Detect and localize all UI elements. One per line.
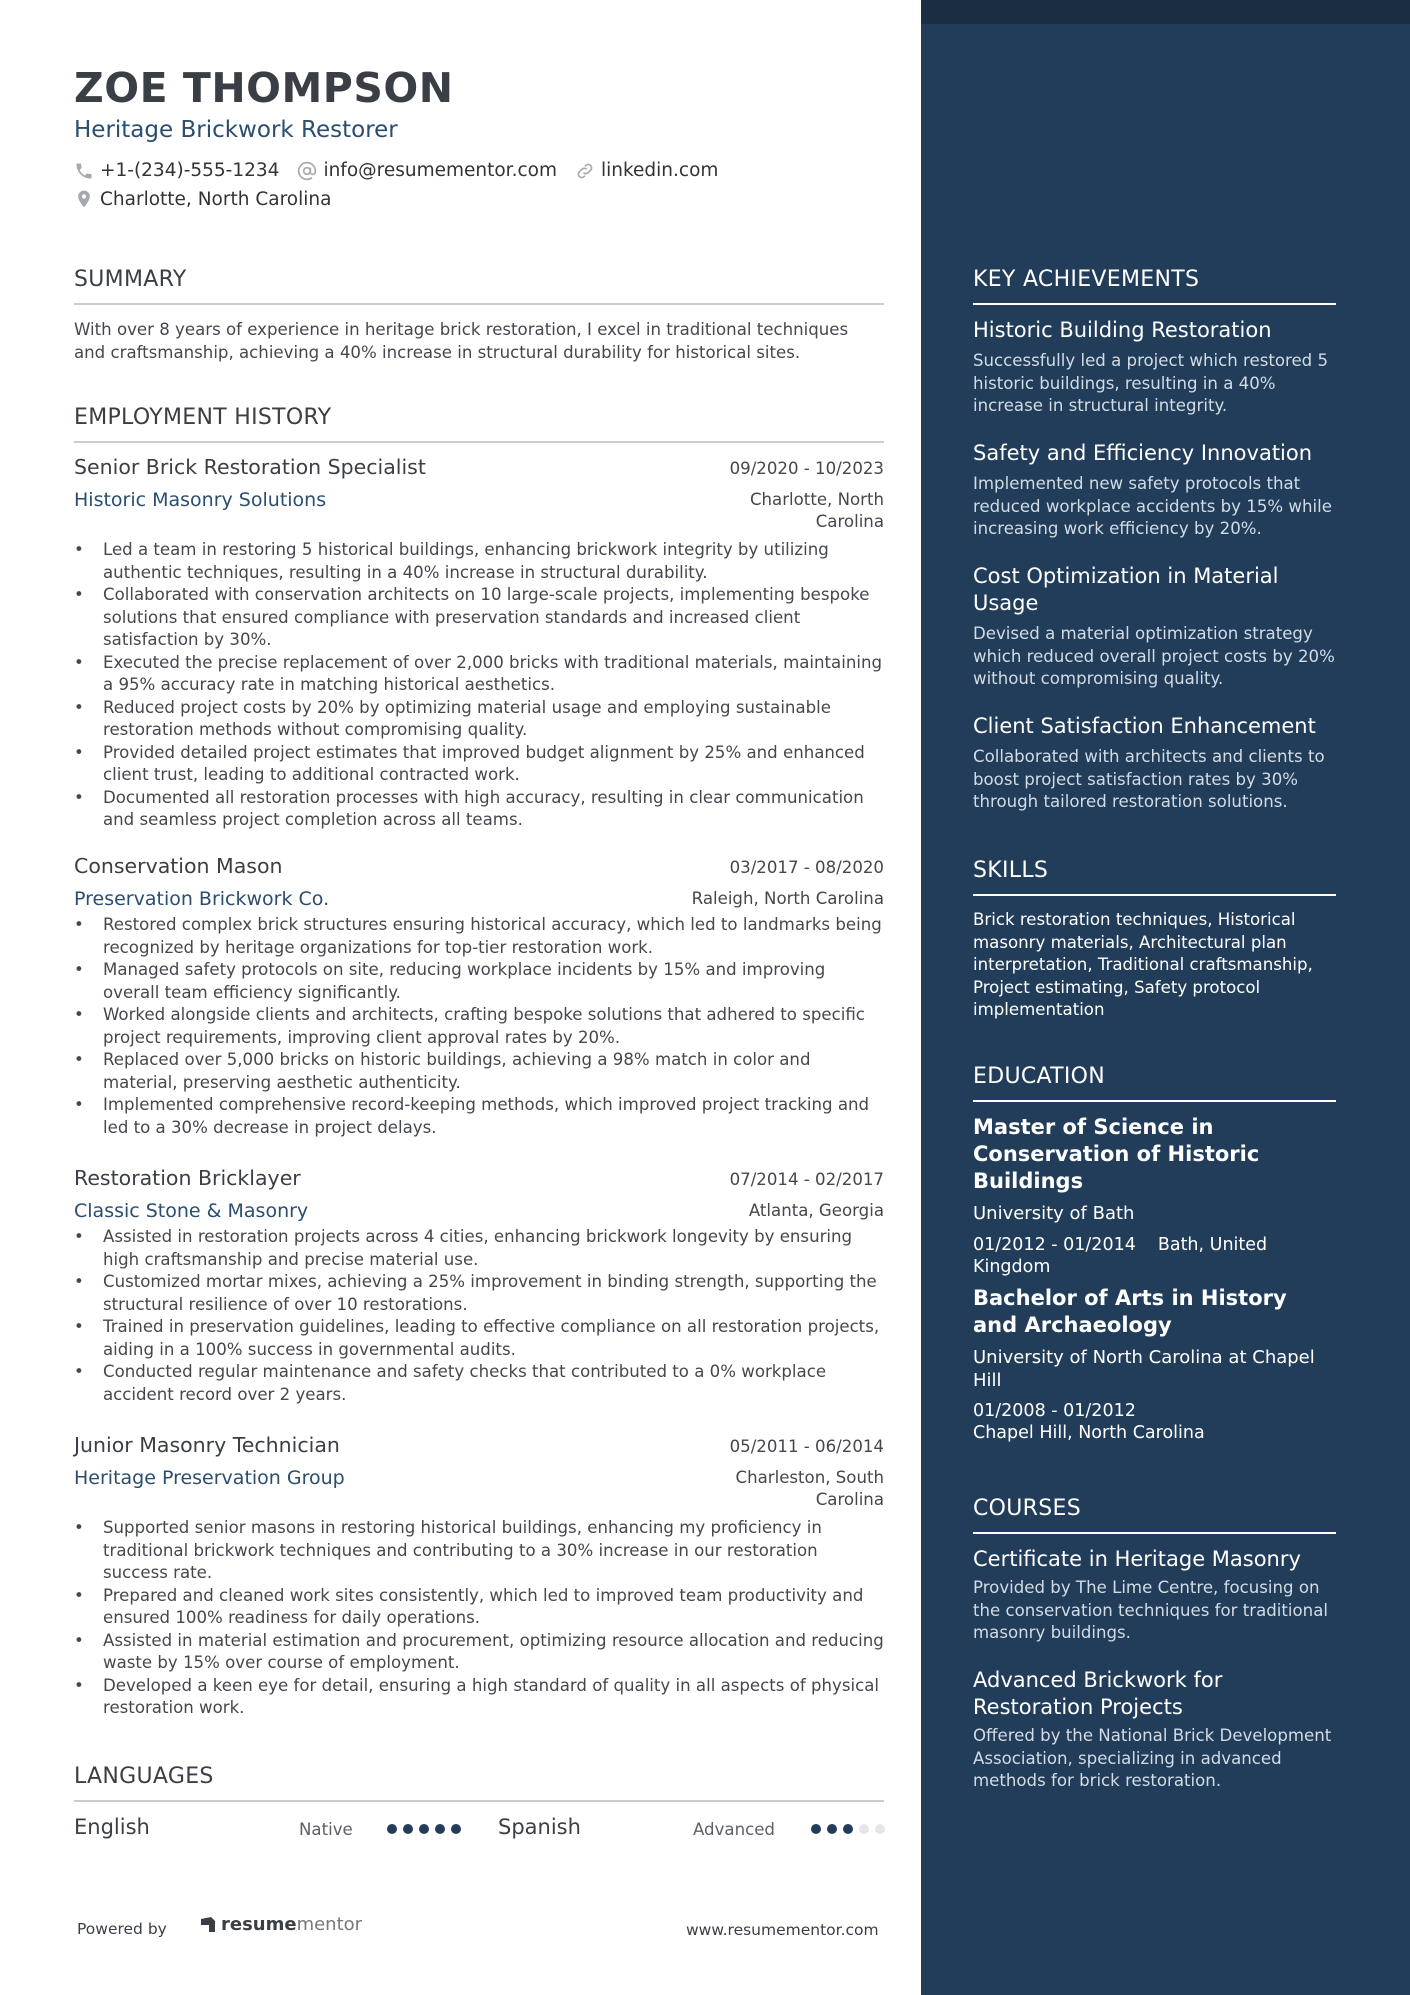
- phone-text: +1-(234)-555-1234: [100, 160, 280, 181]
- job-dates: 09/2020 - 10/2023: [729, 459, 884, 478]
- education-school: University of Bath: [973, 1203, 1135, 1224]
- course-title: Advanced Brickwork for Restoration Projects: [973, 1668, 1223, 1719]
- rating-dot-empty: [859, 1824, 869, 1834]
- job-location: Charleston, South Carolina: [735, 1468, 884, 1509]
- logo-text-light: mentor: [296, 1914, 363, 1935]
- phone-icon: [74, 161, 94, 181]
- job-company: Preservation Brickwork Co.: [74, 888, 330, 910]
- education-item: [973, 1285, 1336, 1444]
- course-item: [973, 1667, 1336, 1793]
- education-degree: Bachelor of Arts in History and Archaeology: [973, 1286, 1287, 1337]
- job-dates: 05/2011 - 06/2014: [729, 1437, 884, 1456]
- education-dates: 01/2008 - 01/2012: [973, 1401, 1136, 1421]
- job-entry: [74, 455, 884, 832]
- rating-dot-empty: [875, 1824, 885, 1834]
- job-bullet: • Managed safety protocols on site, reducing workplace incidents by 15% and improving overall team efficiency significantly.: [74, 959, 884, 1004]
- job-role: Conservation Mason: [74, 854, 283, 878]
- achievements-heading: KEY ACHIEVEMENTS: [973, 267, 1336, 305]
- course-desc: Provided by The Lime Centre, focusing on the conservation techniques for traditional masonry buildings.: [973, 1578, 1328, 1642]
- language-level: Advanced: [693, 1820, 775, 1839]
- job-bullet: • Assisted in material estimation and procurement, optimizing resource allocation and reducing waste by 15% over course of employment.: [74, 1630, 884, 1675]
- education-heading: EDUCATION: [973, 1064, 1336, 1102]
- course-title: Certificate in Heritage Masonry: [973, 1547, 1301, 1571]
- location-pin-icon: [74, 188, 94, 210]
- skills-text: Brick restoration techniques, Historical masonry materials, Architectural plan interpretation, Traditional craftsmanship, Project estimating, Safety protocol implementation: [973, 910, 1313, 1019]
- achievement-desc: Collaborated with architects and clients to boost project satisfaction rates by 30% through tailored restoration solutions.: [973, 747, 1325, 811]
- achievement-item: [973, 563, 1336, 691]
- rating-dot-filled: [451, 1824, 461, 1834]
- education-location: Chapel Hill, North Carolina: [973, 1423, 1205, 1443]
- job-bullet: • Restored complex brick structures ensuring historical accuracy, which led to landmarks being recognized by heritage organizations for top-tier restoration work.: [74, 914, 884, 959]
- job-bullet: • Supported senior masons in restoring historical buildings, enhancing my proficiency in traditional brickwork techniques and contributing to a 30% increase in our restoration success rate.: [74, 1517, 884, 1585]
- job-entry: [74, 1433, 884, 1720]
- job-bullet: • Executed the precise replacement of over 2,000 bricks with traditional materials, maintaining a 95% accuracy rate in matching historical aesthetics.: [74, 652, 884, 697]
- achievement-item: [973, 317, 1336, 418]
- job-entry: [74, 854, 884, 1139]
- job-role: Senior Brick Restoration Specialist: [74, 455, 426, 479]
- language-rating: [811, 1824, 891, 1834]
- contact-email[interactable]: [297, 160, 557, 181]
- rating-dot-filled: [811, 1824, 821, 1834]
- candidate-title: Heritage Brickwork Restorer: [74, 117, 398, 143]
- candidate-name: ZOE THOMPSON: [74, 64, 454, 112]
- contact-phone: [74, 160, 279, 181]
- job-location: Atlanta, Georgia: [748, 1201, 884, 1220]
- education-location: Bath, United Kingdom: [973, 1234, 1268, 1277]
- summary-heading: SUMMARY: [74, 267, 884, 305]
- employment-heading: EMPLOYMENT HISTORY: [74, 405, 884, 443]
- job-location: Raleigh, North Carolina: [691, 889, 884, 908]
- footer-url[interactable]: www.resumementor.com: [686, 1921, 879, 1939]
- job-role: Junior Masonry Technician: [74, 1433, 340, 1457]
- achievement-title: Safety and Efficiency Innovation: [973, 441, 1313, 465]
- education-dates: 01/2012 - 01/2014: [973, 1234, 1136, 1255]
- job-dates: 03/2017 - 08/2020: [729, 858, 884, 877]
- achievement-item: [973, 440, 1336, 541]
- job-dates: 07/2014 - 02/2017: [729, 1170, 884, 1189]
- logo-text-bold: resume: [221, 1914, 297, 1935]
- job-bullets: [74, 1226, 884, 1406]
- contact-linkedin[interactable]: [575, 160, 718, 181]
- rating-dot-filled: [843, 1824, 853, 1834]
- job-company: Historic Masonry Solutions: [74, 489, 327, 511]
- job-bullet: • Implemented comprehensive record-keeping methods, which improved project tracking and led to a 30% decrease in project delays.: [74, 1094, 884, 1139]
- link-icon: [575, 161, 595, 181]
- education-meta: [973, 1400, 1336, 1444]
- linkedin-text[interactable]: linkedin.com: [600, 160, 719, 181]
- courses-heading: COURSES: [973, 1496, 1336, 1534]
- achievement-title: Historic Building Restoration: [973, 318, 1272, 342]
- education-item: [973, 1114, 1336, 1278]
- job-bullet: • Trained in preservation guidelines, leading to effective compliance on all restoration projects, aiding in a 100% success in governmental audits.: [74, 1316, 884, 1361]
- language-name: English: [74, 1815, 150, 1839]
- job-bullet: • Replaced over 5,000 bricks on historic buildings, achieving a 98% match in color and material, preserving aesthetic authenticity.: [74, 1049, 884, 1094]
- achievement-title: Client Satisfaction Enhancement: [973, 714, 1316, 738]
- job-bullet: • Developed a keen eye for detail, ensuring a high standard of quality in all aspects of physical restoration work.: [74, 1675, 884, 1720]
- achievement-desc: Implemented new safety protocols that reduced workplace accidents by 15% while increasing work efficiency by 20%.: [973, 474, 1332, 538]
- resumementor-logo[interactable]: [198, 1914, 362, 1935]
- rating-dot-filled: [387, 1824, 397, 1834]
- sidebar-top-bar: [921, 0, 1410, 24]
- at-sign-icon: [297, 161, 317, 181]
- education-degree: Master of Science in Conservation of Historic Buildings: [973, 1115, 1260, 1193]
- contact-row-2: [74, 188, 349, 210]
- language-level: Native: [299, 1820, 353, 1839]
- location-text: Charlotte, North Carolina: [100, 188, 332, 210]
- contact-location: [74, 188, 331, 210]
- contact-row-1: [74, 160, 736, 181]
- job-role: Restoration Bricklayer: [74, 1166, 301, 1190]
- rating-dot-filled: [827, 1824, 837, 1834]
- job-location: Charlotte, North Carolina: [749, 490, 884, 531]
- languages-heading: LANGUAGES: [74, 1764, 884, 1802]
- job-entry: [74, 1166, 884, 1406]
- course-desc: Offered by the National Brick Development Association, specializing in advanced methods for brick restoration.: [973, 1726, 1332, 1790]
- job-bullets: [74, 539, 884, 832]
- job-bullet: • Collaborated with conservation architects on 10 large-scale projects, implementing bespoke solutions that ensured compliance with preservation standards and increased client satisfaction by 30%.: [74, 584, 884, 652]
- rating-dot-filled: [403, 1824, 413, 1834]
- job-bullet: • Worked alongside clients and architects, crafting bespoke solutions that adhered to specific project requirements, improving client approval rates by 20%.: [74, 1004, 884, 1049]
- education-school: University of North Carolina at Chapel Hill: [973, 1347, 1315, 1391]
- achievement-desc: Devised a material optimization strategy which reduced overall project costs by 20% without compromising quality.: [973, 624, 1335, 688]
- job-bullet: • Assisted in restoration projects across 4 cities, enhancing brickwork longevity by ensuring high craftsmanship and precise material use.: [74, 1226, 884, 1271]
- job-bullet: • Customized mortar mixes, achieving a 25% improvement in binding strength, supporting the structural resilience of over 10 restorations.: [74, 1271, 884, 1316]
- achievement-title: Cost Optimization in Material Usage: [973, 564, 1279, 615]
- rating-dot-filled: [419, 1824, 429, 1834]
- job-bullet: • Prepared and cleaned work sites consistently, which led to improved team productivity and ensured 100% readiness for daily operations.: [74, 1585, 884, 1630]
- language-name: Spanish: [498, 1815, 581, 1839]
- email-text[interactable]: info@resumementor.com: [323, 160, 557, 181]
- skills-heading: SKILLS: [973, 858, 1336, 896]
- summary-text: With over 8 years of experience in heritage brick restoration, I excel in traditional techniques and craftsmanship, achieving a 40% increase in structural durability for historical sites.: [74, 320, 849, 362]
- powered-by-label: Powered by: [77, 1920, 167, 1938]
- job-bullets: [74, 914, 884, 1139]
- job-bullet: • Conducted regular maintenance and safety checks that contributed to a 0% workplace accident record over 2 years.: [74, 1361, 884, 1406]
- course-item: [973, 1546, 1336, 1645]
- job-company: Heritage Preservation Group: [74, 1467, 345, 1489]
- education-meta: [973, 1234, 1336, 1278]
- achievement-desc: Successfully led a project which restored 5 historic buildings, resulting in a 40% increase in structural integrity.: [973, 351, 1329, 415]
- job-bullets: [74, 1517, 884, 1720]
- rating-dot-filled: [435, 1824, 445, 1834]
- language-rating: [387, 1824, 467, 1834]
- job-bullet: • Provided detailed project estimates that improved budget alignment by 25% and enhanced client trust, leading to additional contracted work.: [74, 742, 884, 787]
- languages-list: [74, 1815, 884, 1845]
- resumementor-logo-icon: [198, 1915, 218, 1935]
- achievement-item: [973, 713, 1336, 814]
- job-company: Classic Stone & Masonry: [74, 1200, 309, 1222]
- job-bullet: • Reduced project costs by 20% by optimizing material usage and employing sustainable restoration methods without compromising quality.: [74, 697, 884, 742]
- job-bullet: • Led a team in restoring 5 historical buildings, enhancing brickwork integrity by utilizing authentic techniques, resulting in a 40% increase in structural durability.: [74, 539, 884, 584]
- job-bullet: • Documented all restoration processes with high accuracy, resulting in clear communication and seamless project completion across all teams.: [74, 787, 884, 832]
